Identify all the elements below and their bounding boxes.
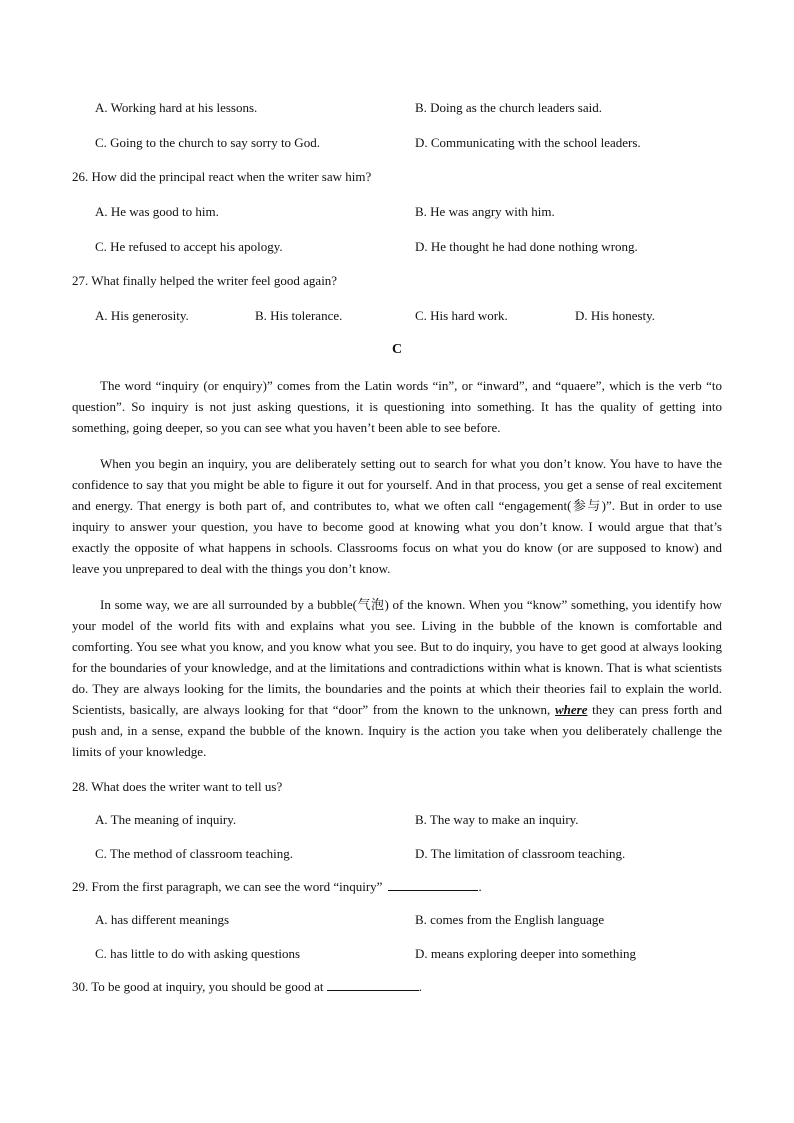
highlighted-word-where: where [554,702,588,717]
q28-option-b: B. The way to make an inquiry. [415,812,579,827]
passage-paragraph-2: When you begin an inquiry, you are deliberately setting out to search for what you don’t know. You have to have the confidence to say that you might be able to figure it out for yourself. And in that process, you get a sense of real excitement and energy. That energy is both part of, and contributes to, what we often call “engagement(参与)”. But in order to use inquiry to answer your question, you have to become good at knowing what you don’t know. I would argue that that’s exactly the opposite of what happens in schools. Classrooms focus on what you do know (or are supposed to know) and leave you unprepared to deal with the things you don’t know. [72,456,722,576]
passage-paragraph-1: The word “inquiry (or enquiry)” comes from the Latin words “in”, or “inward”, and “quaere”, which is the verb “to question”. So inquiry is not just asking questions, it is questioning into something. It has the quality of getting into something, going deeper, so you can see what you haven’t been able to see before. [72,378,722,435]
paragraph-3-text-before: In some way, we are all surrounded by a bubble(气泡) of the known. When you “know” something, you identify how your model of the world fits with and explains what you see. Living in the bubble of the known is comfortable and comforting. You see what you know, and you know what you see. But to do inquiry, you have to get good at always looking for the boundaries of your knowledge, and at the limitations and contradictions within what is known. That is what scientists do. They are always looking for the limits, the boundaries and the points at which their theories fail to explain the world. Scientists, basically, are always looking for that “door” from the known to the unknown, [72,597,722,717]
q29-option-b: B. comes from the English language [415,912,605,927]
q29-option-d: D. means exploring deeper into something [415,946,636,961]
q30-question-wrap [72,978,422,996]
q26-question: 26. How did the principal react when the writer saw him? [72,169,372,184]
q26-option-a: A. He was good to him. [95,204,219,219]
q25-option-b: B. Doing as the church leaders said. [415,100,603,115]
answer-blank[interactable] [388,878,478,891]
q29-question-row [0,878,794,896]
q29-question-wrap [72,878,482,896]
q25-row-2 [0,134,794,152]
paragraph-3-text-after: they can press forth and push and, in a sense, expand the bubble of the known. Inquiry is the action you take when you deliberately challenge the limits of your knowledge. [72,702,722,759]
q25-option-d: D. Communicating with the school leaders. [415,135,641,150]
q28-option-a: A. The meaning of inquiry. [95,812,237,827]
q28-row-2 [0,845,794,863]
q25-option-a: A. Working hard at his lessons. [95,100,258,115]
q26-row-2 [0,238,794,256]
q26-question-row [0,168,794,186]
passage-paragraph-3 [72,594,722,762]
q30-end: . [418,979,422,994]
q27-row [0,307,794,325]
q29-row-2 [0,945,794,963]
q29-option-c: C. has little to do with asking questions [95,946,301,961]
q30-question-row [0,978,794,996]
q27-question: 27. What finally helped the writer feel good again? [72,273,338,288]
section-title: C [391,342,403,357]
q27-option-a: A. His generosity. [95,308,189,323]
q27-option-c: C. His hard work. [415,308,508,323]
answer-blank[interactable] [327,978,419,991]
q29-option-a: A. has different meanings [95,912,230,927]
q26-option-c: C. He refused to accept his apology. [95,239,283,254]
q26-option-b: B. He was angry with him. [415,204,555,219]
q29-question: 29. From the first paragraph, we can see the word “inquiry” [72,879,383,894]
q26-option-d: D. He thought he had done nothing wrong. [415,239,638,254]
q25-option-c: C. Going to the church to say sorry to God. [95,135,320,150]
q28-question-row [0,778,794,796]
q27-option-b: B. His tolerance. [255,308,343,323]
q28-option-d: D. The limitation of classroom teaching. [415,846,626,861]
q29-end: . [478,879,482,894]
q28-question: 28. What does the writer want to tell us? [72,779,283,794]
q28-option-c: C. The method of classroom teaching. [95,846,293,861]
q30-question: 30. To be good at inquiry, you should be good at [72,979,324,994]
q27-option-d: D. His honesty. [575,308,656,323]
q29-row-1 [0,911,794,929]
q26-row-1 [0,203,794,221]
q27-question-row [0,272,794,290]
q28-row-1 [0,811,794,829]
q25-row-1 [0,99,794,117]
